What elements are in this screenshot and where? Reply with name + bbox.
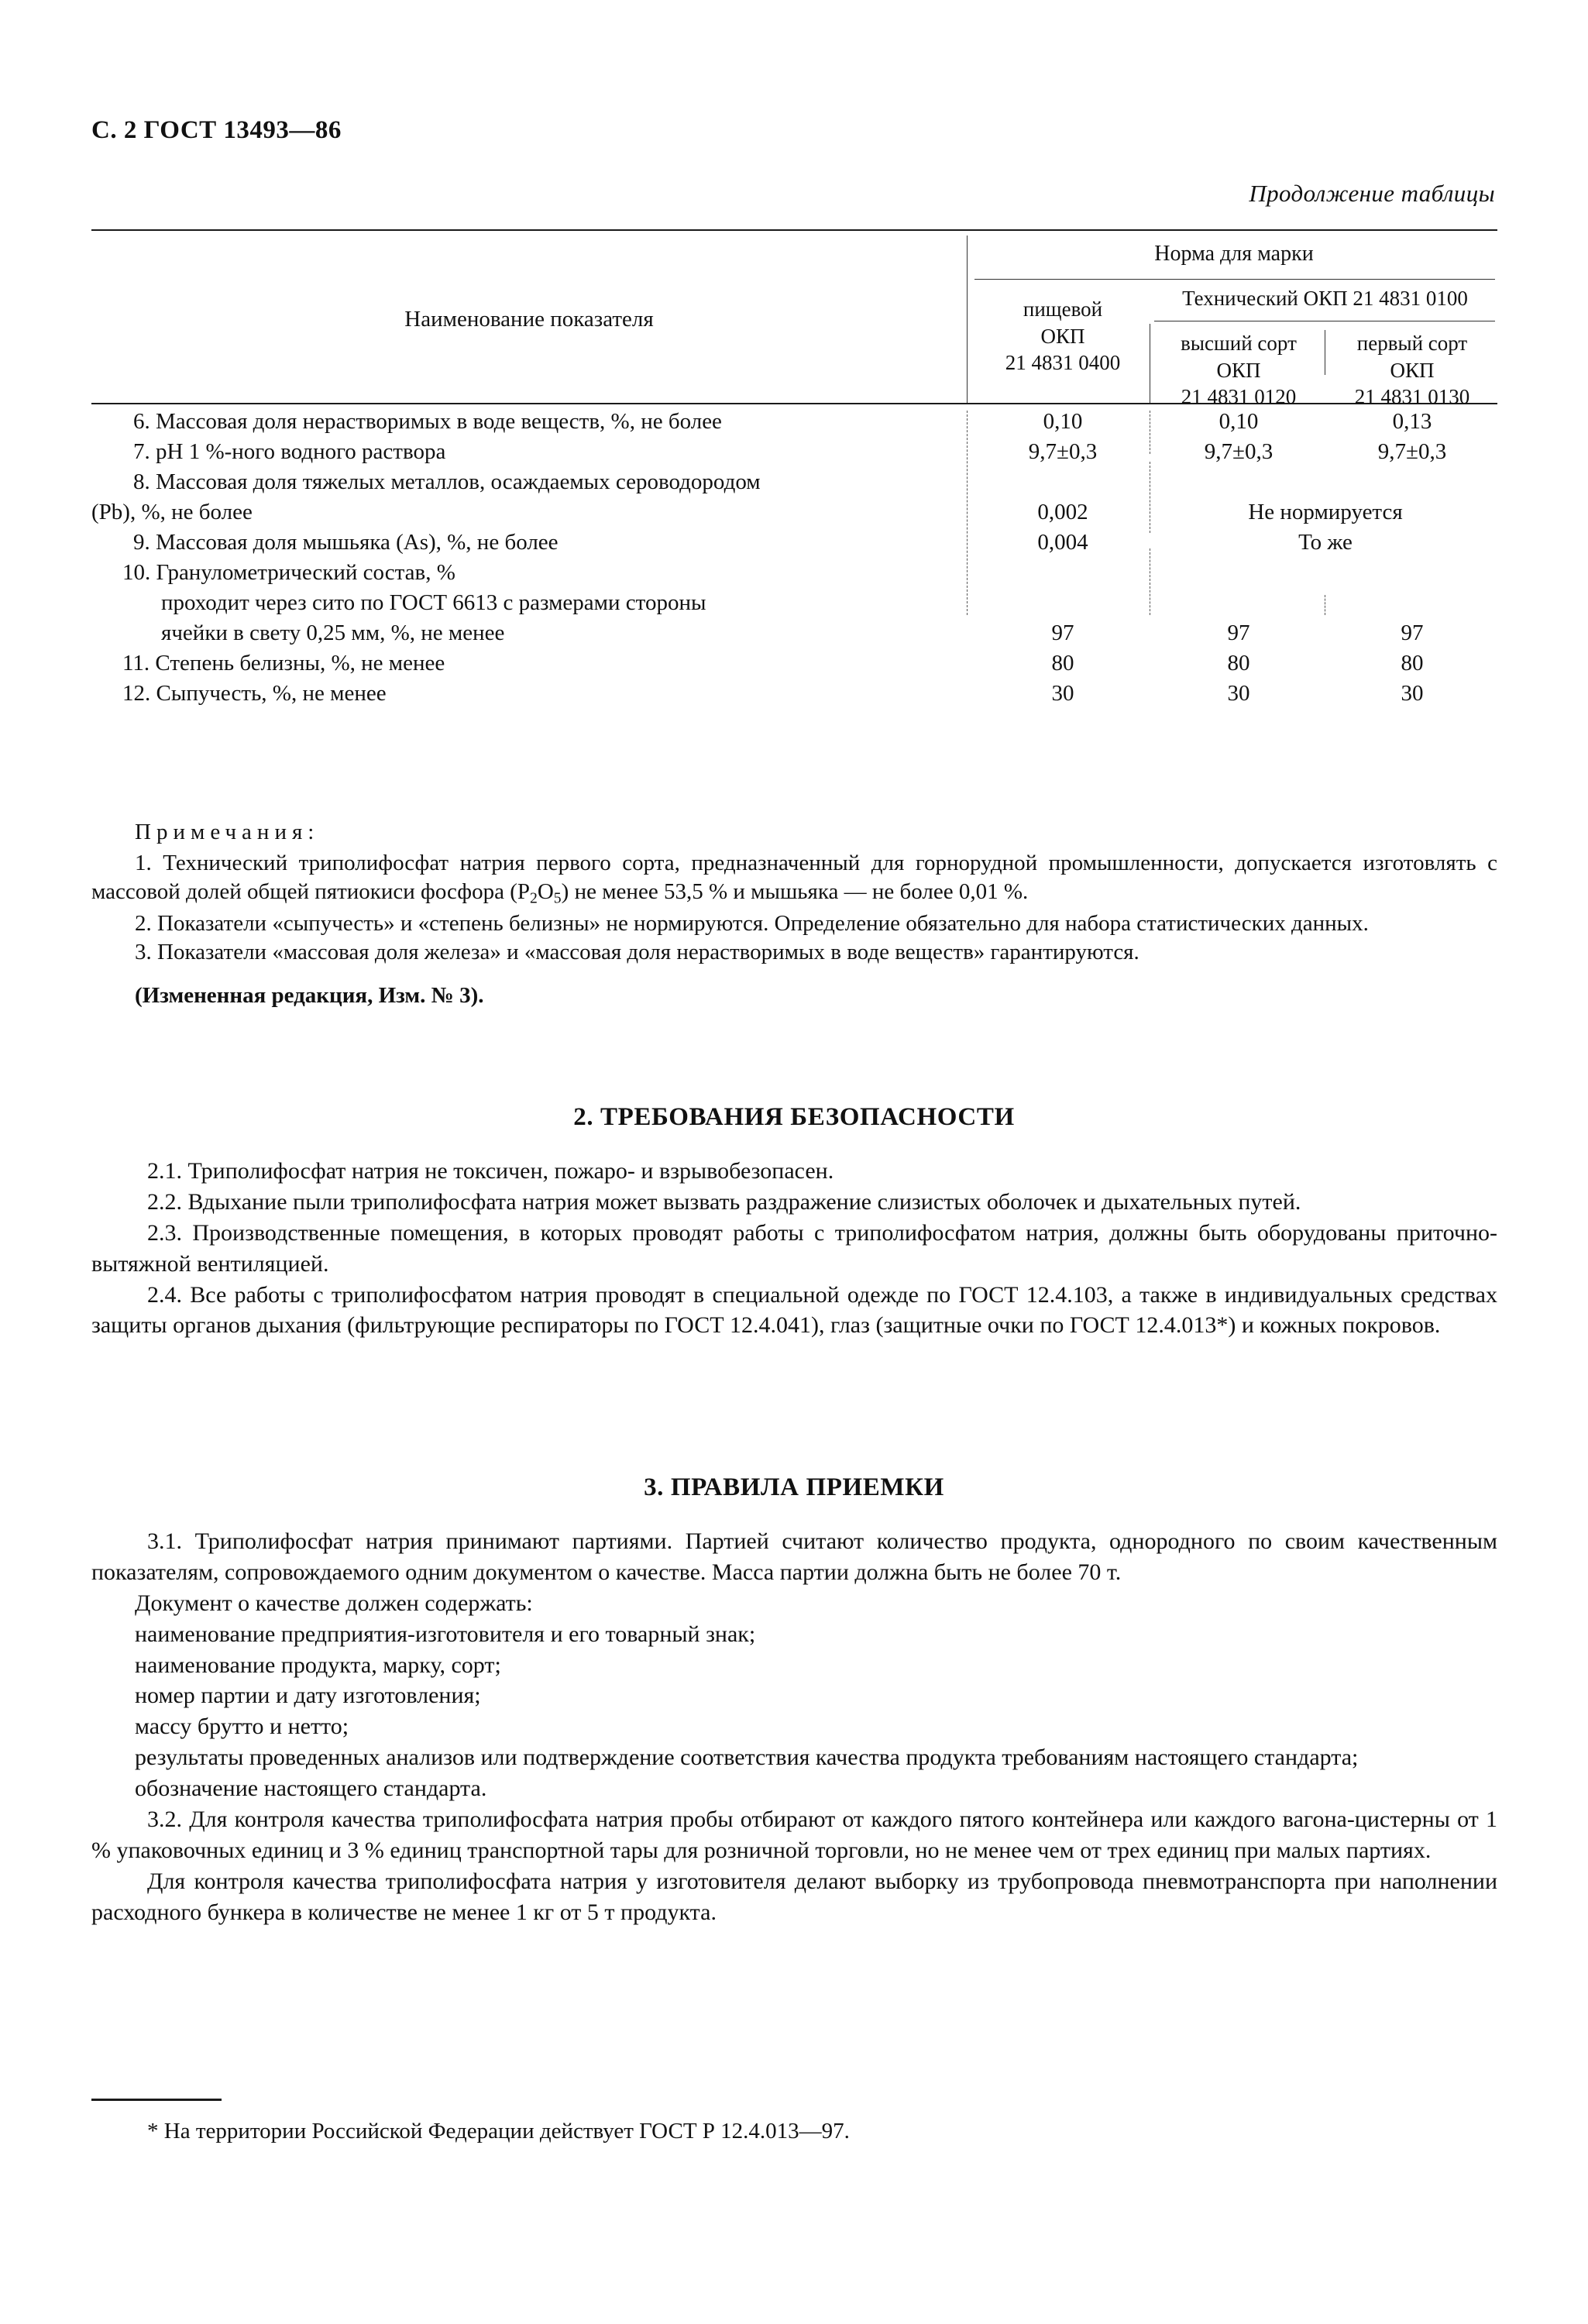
table-row: 12. Сыпучесть, %, не менее [122,681,387,706]
amendment-note: (Измененная редакция, Изм. № 3). [135,982,484,1008]
list-item: номер партии и дату изготовления; [135,1683,481,1709]
header-column-first-grade-line3: 21 4831 0130 [1354,385,1470,409]
table-row: 8. Массовая доля тяжелых металлов, осаждаемых сероводородом [133,469,761,494]
notes-title: Примечания: [135,820,320,844]
paragraph-2-4: 2.4. Все работы с триполифосфатом натрия проводят в специальной одежде по ГОСТ 12.4.103, а также в индивидуальных средствах защиты органов дыхания (фильтрующие респираторы по ГОСТ 12.4.041), глаз (защитные очки по ГОСТ 12.4.013*) и кожных покровов. [91,1281,1497,1339]
table-row: 11. Степень белизны, %, не менее [122,651,445,676]
table-cell-food: 0,004 [1037,530,1088,555]
paragraph-3-2-continued: Для контроля качества триполифосфата натрия у изготовителя делают выборку из трубопровода пневмотранспорта при наполнении расходного бункера в количестве не менее 1 кг от 5 т продукта. [91,1868,1497,1925]
table-cell-food: 97 [1051,621,1074,645]
table-cell-first: 9,7±0,3 [1377,439,1447,464]
header-column-food-line3: 21 4831 0400 [1005,351,1121,375]
list-item: наименование предприятия-изготовителя и его товарный знак; [135,1621,756,1647]
header-technical-group: Технический ОКП 21 4831 0100 [1182,287,1468,310]
header-column-high-grade-line2: ОКП [1216,358,1261,382]
table-row-continuation: (Pb), %, не более [91,500,253,524]
header-column-high-grade [1154,330,1323,411]
paragraph-2-1: 2.1. Триполифосфат натрия не токсичен, пожаро- и взрывобезопасен. [147,1158,834,1184]
table-row: 9. Массовая доля мышьяка (As), %, не более [133,530,559,555]
header-indicator-name: Наименование показателя [404,307,654,332]
paragraph-2-2: 2.2. Вдыхание пыли триполифосфата натрия может вызвать раздражение слизистых оболочек и дыхательных путей. [147,1188,1301,1215]
table-row-continuation: проходит через сито по ГОСТ 6613 с размерами стороны [161,590,706,615]
header-norma-group: Норма для марки [1154,242,1314,266]
table-cell-high: 80 [1227,651,1250,676]
paragraph-2-3: 2.3. Производственные помещения, в которых проводят работы с триполифосфатом натрия, должны быть оборудованы приточно-вытяжной вентиляцией. [91,1219,1497,1277]
header-column-high-grade-line1: высший сорт [1181,332,1297,355]
notes-block [91,818,1497,1011]
footnote-separator-rule [91,2099,222,2101]
table-cell-merged: Не нормируется [1248,500,1403,524]
table-row-continuation: ячейки в свету 0,25 мм, %, не менее [161,621,505,645]
table-row: 7. pH 1 %-ного водного раствора [133,439,446,464]
section-2-heading: 2. ТРЕБОВАНИЯ БЕЗОПАСНОСТИ [573,1103,1015,1131]
table-cell-first: 97 [1401,621,1424,645]
note-1-subscript-5: 5 [553,889,562,907]
header-vertical-separator-1 [967,235,968,403]
note-item-3: 3. Показатели «массовая доля железа» и «массовая доля нерастворимых в воде веществ» гарантируются. [135,940,1139,965]
list-item: обозначение настоящего стандарта. [135,1776,487,1802]
header-column-first-grade-line1: первый сорт [1356,332,1468,355]
header-column-high-grade-line3: 21 4831 0120 [1181,385,1297,409]
body-vertical-separator-1 [967,411,968,615]
table-cell-high: 97 [1227,621,1250,645]
running-head: С. 2 ГОСТ 13493—86 [91,116,342,144]
header-column-food [977,296,1149,376]
table-cell-food: 9,7±0,3 [1028,439,1098,464]
table-body [91,404,1497,706]
table-cell-first: 0,13 [1392,409,1432,434]
table-row: 6. Массовая доля нерастворимых в воде веществ, %, не более [133,409,722,434]
table-cell-high: 30 [1227,681,1250,706]
section-3-body [91,1526,1497,1928]
note-1-subscript-2: 2 [529,889,538,907]
table-cell-food: 0,002 [1037,500,1088,524]
table-cell-first: 80 [1401,651,1424,676]
note-1-text-b: O [537,879,554,905]
document-contents-intro: Документ о качестве должен содержать: [135,1590,533,1616]
list-item: наименование продукта, марку, сорт; [135,1652,501,1678]
header-column-food-line1: пищевой [1023,297,1103,321]
section-2-body [91,1156,1497,1341]
table-cell-first: 30 [1401,681,1424,706]
footnote: * На территории Российской Федерации действует ГОСТ Р 12.4.013—97. [147,2119,850,2144]
note-item-2: 2. Показатели «сыпучесть» и «степень белизны» не нормируются. Определение обязательно для набора статистических данных. [135,910,1369,936]
table-cell-high: 0,10 [1218,409,1259,434]
paragraph-3-2: 3.2. Для контроля качества триполифосфата натрия пробы отбирают от каждого пятого контейнера или каждого вагона-цистерны от 1 % упаковочных единиц и 3 % единиц транспортной тары для розничной торговли, но не менее чем от трех единиц при малых партиях. [91,1807,1497,1863]
table-cell-food: 80 [1051,651,1074,676]
specification-table [91,229,1497,706]
header-column-first-grade [1328,330,1497,411]
list-item: результаты проведенных анализов или подтверждение соответствия качества продукта требованиям настоящего стандарта; [135,1745,1359,1771]
header-column-first-grade-line2: ОКП [1390,358,1435,382]
header-column-food-line2: ОКП [1040,324,1085,348]
list-item: массу брутто и нетто; [135,1714,349,1740]
table-row: 10. Гранулометрический состав, % [122,560,455,585]
note-item-1 [91,849,1497,909]
table-cell-high: 9,7±0,3 [1204,439,1273,464]
header-norma-rule [974,279,1495,280]
table-cell-food: 30 [1051,681,1074,706]
continuation-of-table-label: Продолжение таблицы [1249,180,1495,207]
table-cell-merged: То же [1298,530,1353,555]
table-header [91,231,1497,409]
section-3-heading: 3. ПРАВИЛА ПРИЕМКИ [644,1473,944,1501]
paragraph-3-1: 3.1. Триполифосфат натрия принимают партиями. Партией считают количество продукта, однородного по своим качественным показателям, сопровождаемого одним документом о качестве. Масса партии должна быть не более 70 т. [91,1528,1497,1585]
table-cell-food: 0,10 [1043,409,1083,434]
note-1-text-c: ) не менее 53,5 % и мышьяка — не более 0,01 %. [561,879,1029,905]
note-1-text-a: 1. Технический триполифосфат натрия первого сорта, предназначенный для горнорудной промышленности, допускается изготовлять с массовой долей общей пятиокиси фосфора (P [91,850,1497,905]
